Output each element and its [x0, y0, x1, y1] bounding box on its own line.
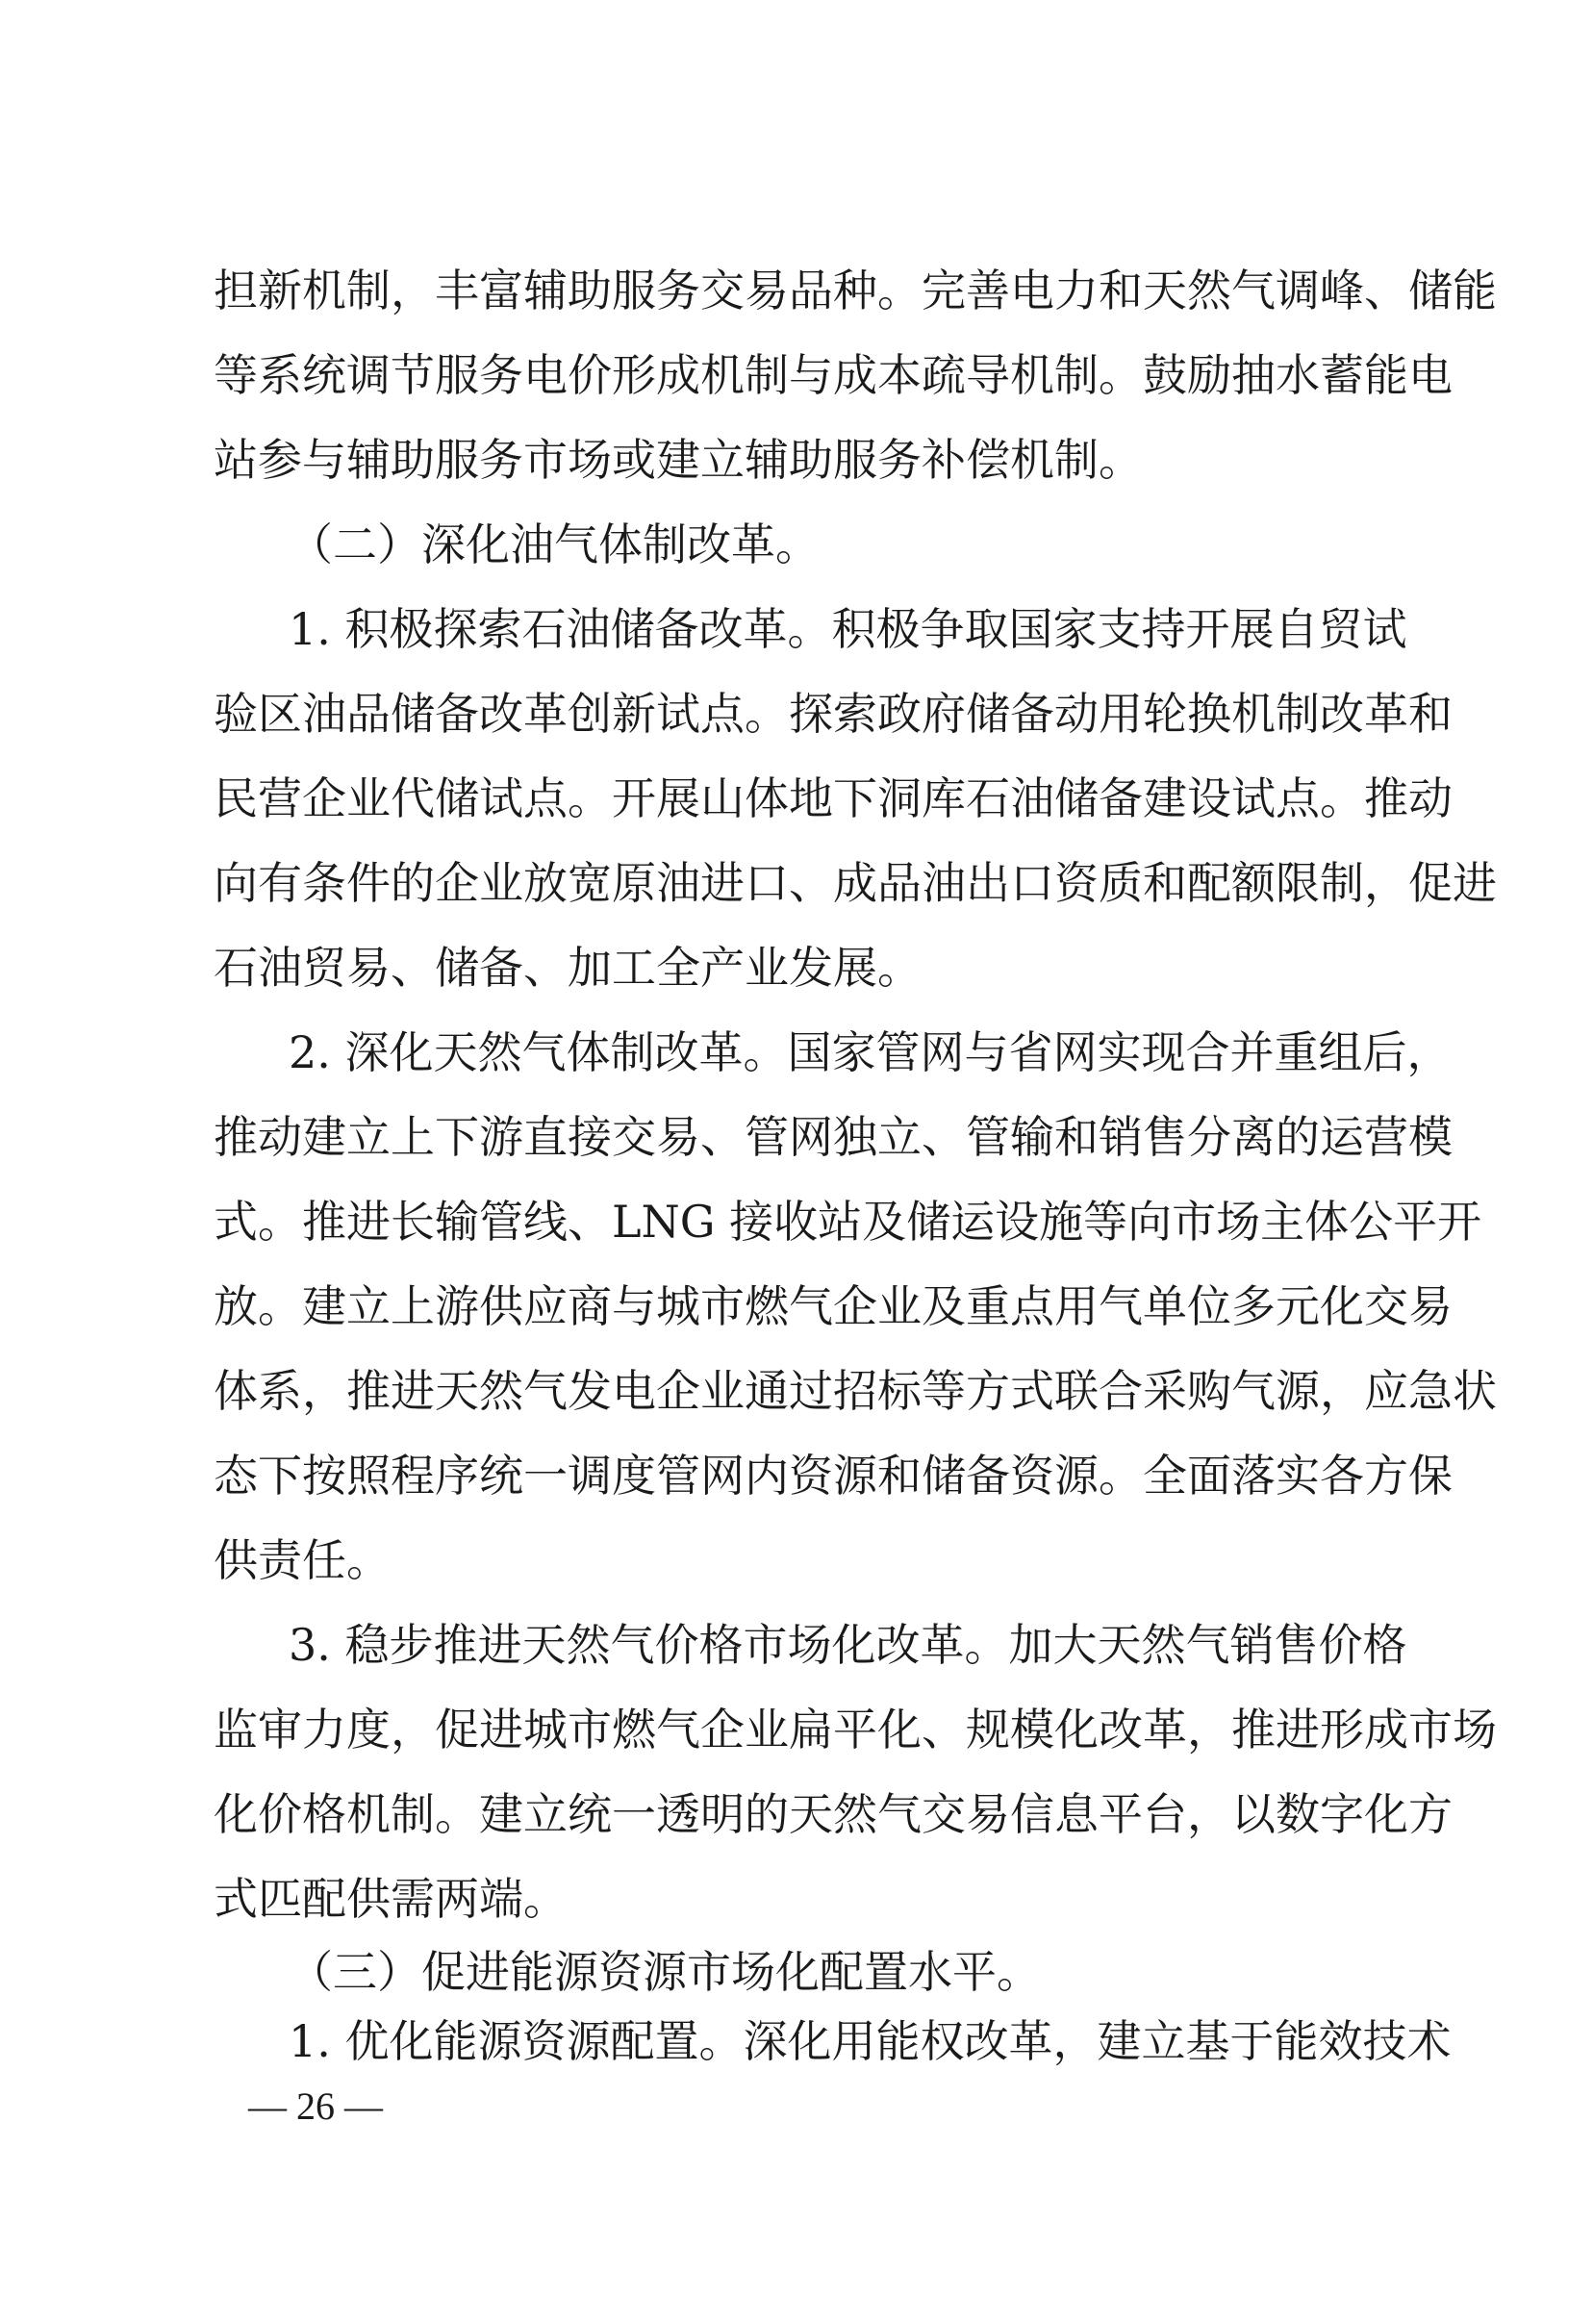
text-line: 向有条件的企业放宽原油进口、成品油出口资质和配额限制，促进	[214, 857, 1497, 909]
section-heading: （二）深化油气体制改革。	[289, 518, 820, 570]
text-line: 3. 稳步推进天然气价格市场化改革。加大天然气销售价格	[289, 1619, 1407, 1671]
text-line: 担新机制，丰富辅助服务交易品种。完善电力和天然气调峰、储能	[214, 265, 1497, 316]
text-line: 验区油品储备改革创新试点。探索政府储备动用轮换机制改革和	[214, 688, 1453, 740]
text-line: 石油贸易、储备、加工全产业发展。	[214, 942, 922, 994]
text-line: 监审力度，促进城市燃气企业扁平化、规模化改革，推进形成市场	[214, 1704, 1497, 1756]
text-line: 2. 深化天然气体制改革。国家管网与省网实现合并重组后，	[289, 1026, 1452, 1078]
text-line: 态下按照程序统一调度管网内资源和储备资源。全面落实各方保	[214, 1450, 1453, 1502]
text-line: 等系统调节服务电价形成机制与成本疏导机制。鼓励抽水蓄能电	[214, 349, 1453, 401]
text-line: 式匹配供需两端。	[214, 1873, 568, 1925]
text-line: 1. 优化能源资源配置。深化用能权改革，建立基于能效技术	[289, 2015, 1452, 2067]
section-heading: （三）促进能源资源市场化配置水平。	[289, 1946, 1041, 1998]
text-line: 站参与辅助服务市场或建立辅助服务补偿机制。	[214, 434, 1143, 486]
text-line: 推动建立上下游直接交易、管网独立、管输和销售分离的运营模	[214, 1111, 1453, 1163]
text-line: 民营企业代储试点。开展山体地下洞库石油储备建设试点。推动	[214, 772, 1453, 824]
text-line: 式。推进长输管线、LNG 接收站及储运设施等向市场主体公平开	[214, 1196, 1482, 1248]
page-number: — 26 —	[248, 2084, 383, 2128]
text-line: 供责任。	[214, 1534, 391, 1586]
text-line: 化价格机制。建立统一透明的天然气交易信息平台，以数字化方	[214, 1788, 1453, 1840]
text-line: 1. 积极探索石油储备改革。积极争取国家支持开展自贸试	[289, 603, 1407, 655]
text-line: 体系，推进天然气发电企业通过招标等方式联合采购气源，应急状	[214, 1365, 1497, 1417]
text-line: 放。建立上游供应商与城市燃气企业及重点用气单位多元化交易	[214, 1280, 1453, 1332]
